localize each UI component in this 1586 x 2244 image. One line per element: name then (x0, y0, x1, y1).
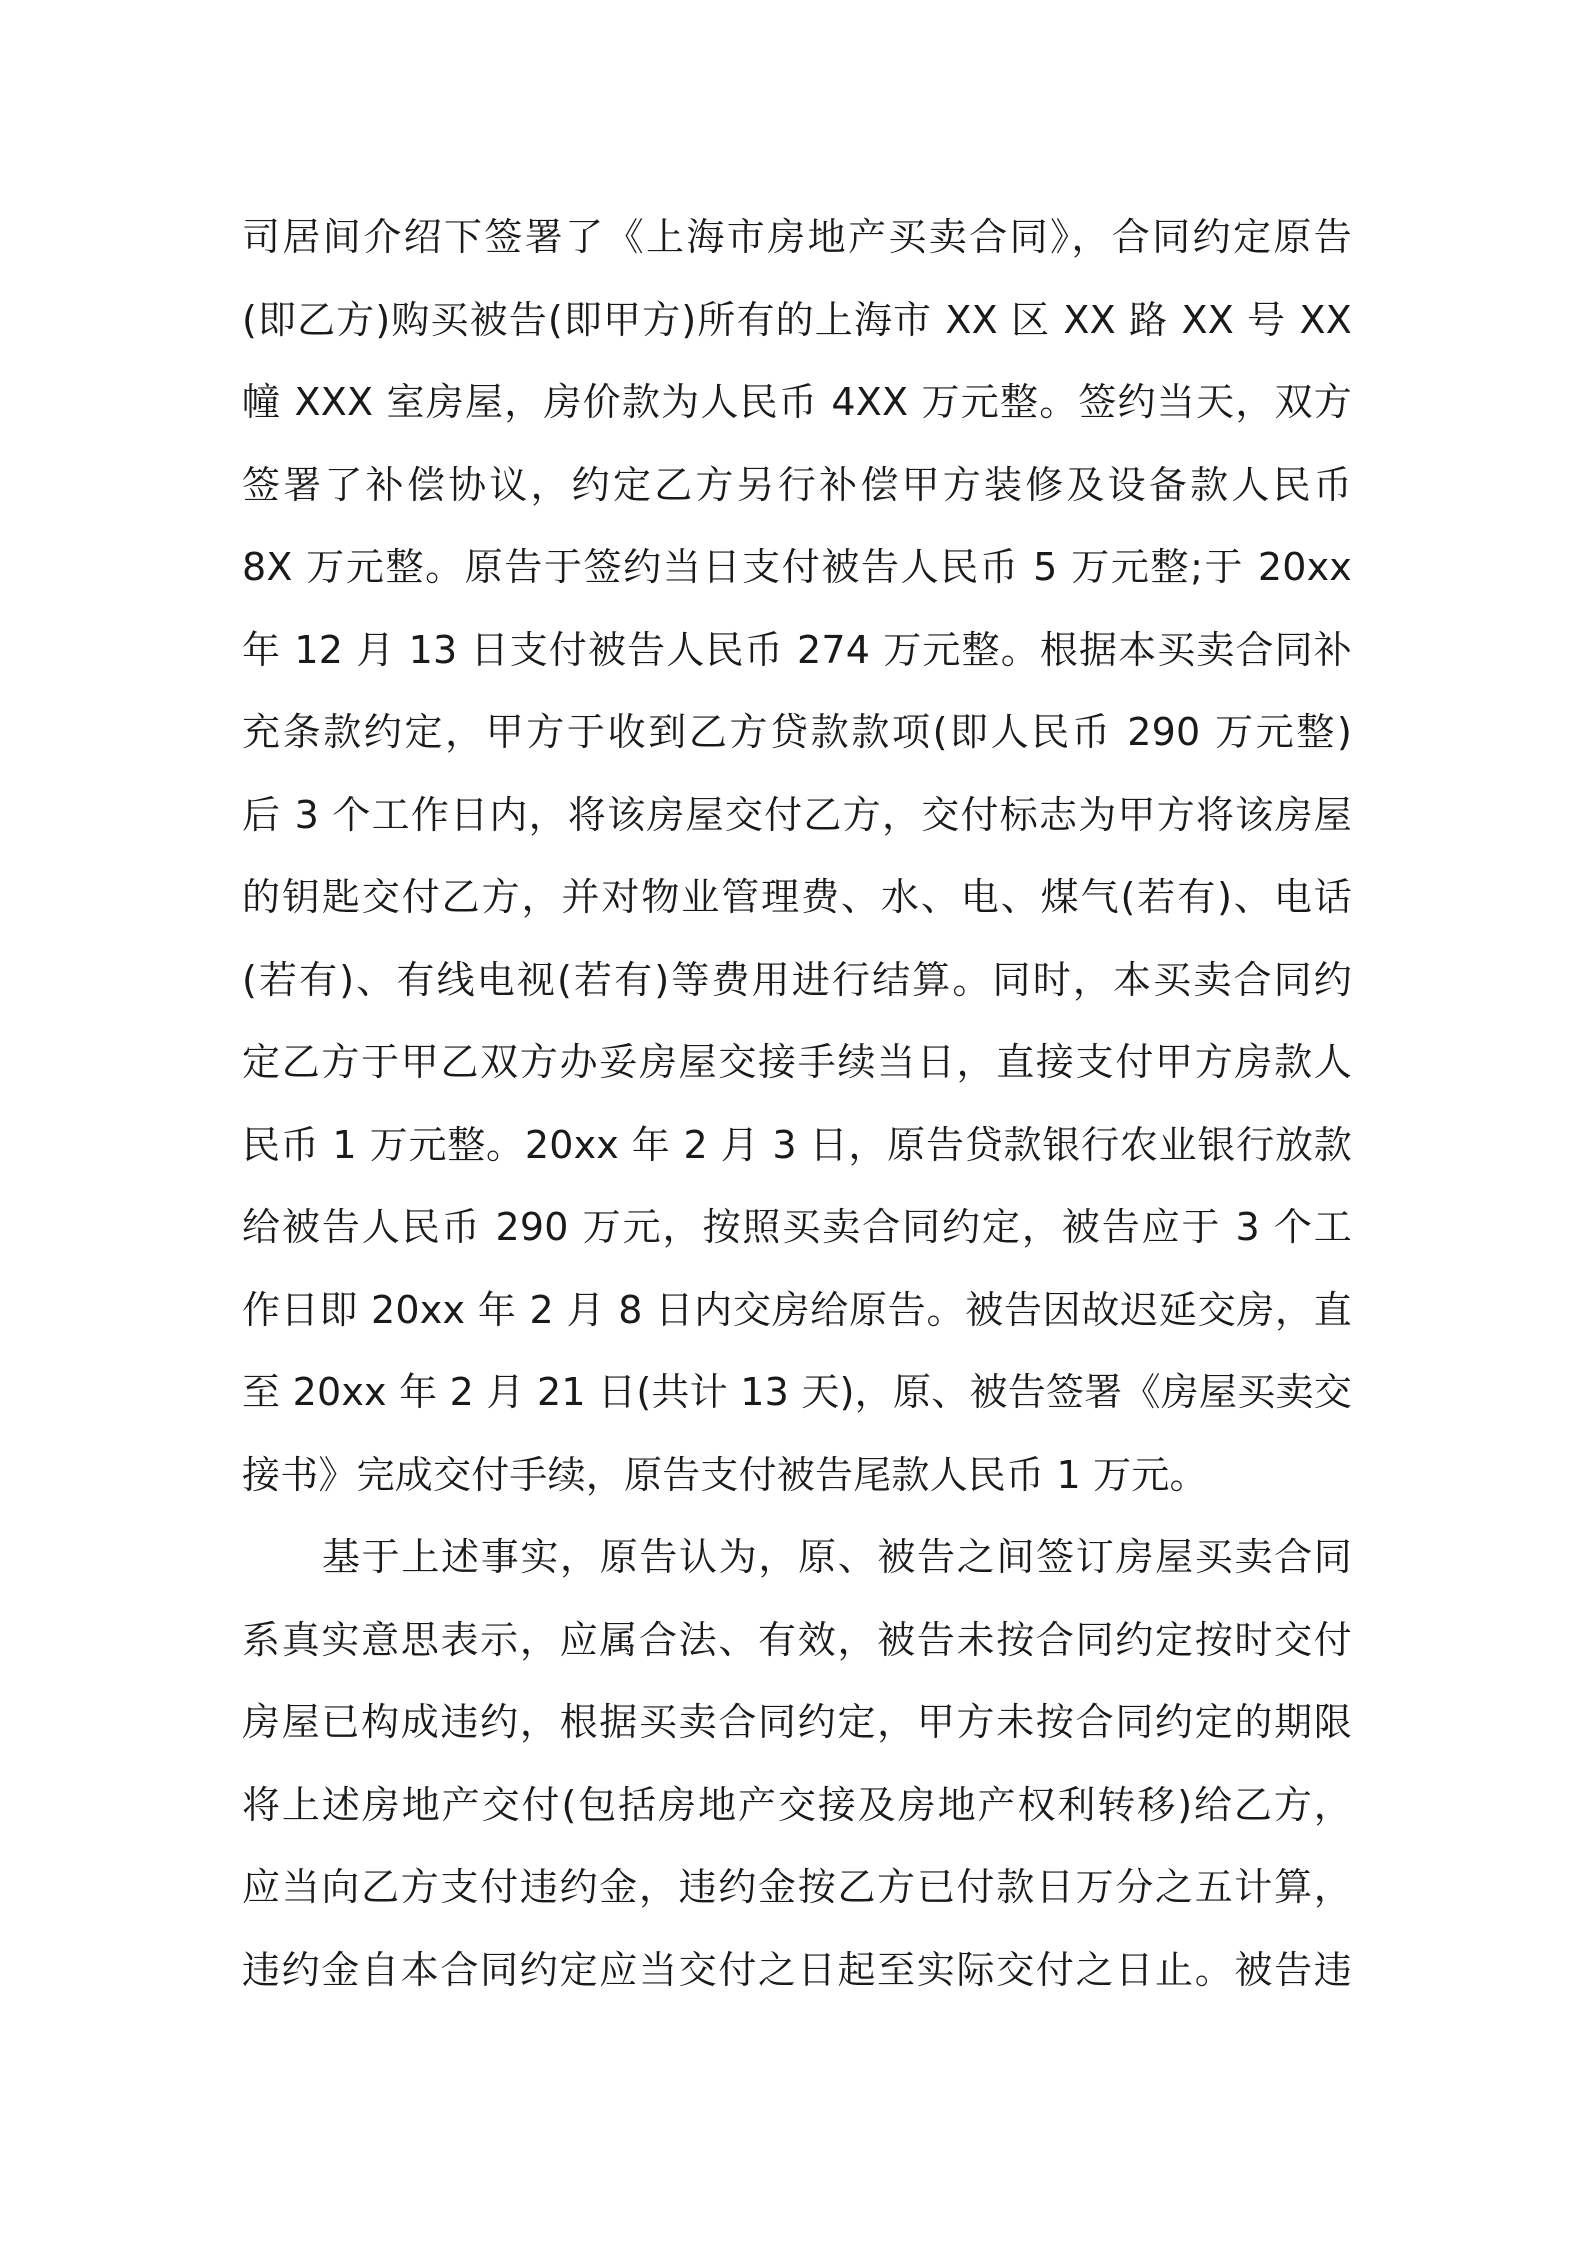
document-body (242, 196, 1352, 2011)
text-line: 8X 万元整。原告于签约当日支付被告人民币 5 万元整;于 20xx (242, 545, 1352, 589)
text-line: 签署了补偿协议，约定乙方另行补偿甲方装修及设备款人民币 (242, 462, 1352, 507)
text-line: 给被告人民币 290 万元，按照买卖合同约定，被告应于 3 个工 (242, 1205, 1352, 1249)
text-line: 作日即 20xx 年 2 月 8 日内交房给原告。被告因故迟延交房，直 (242, 1287, 1352, 1332)
text-line: 年 12 月 13 日支付被告人民币 274 万元整。根据本买卖合同补 (242, 627, 1352, 672)
text-line: 房屋已构成违约，根据买卖合同约定，甲方未按合同约定的期限 (242, 1700, 1352, 1744)
text-line: 的钥匙交付乙方，并对物业管理费、水、电、煤气(若有)、电话 (242, 875, 1352, 919)
text-line: 违约金自本合同约定应当交付之日起至实际交付之日止。被告违 (242, 1947, 1352, 1992)
text-line: 民币 1 万元整。20xx 年 2 月 3 日，原告贷款银行农业银行放款 (242, 1122, 1352, 1167)
text-line: (若有)、有线电视(若有)等费用进行结算。同时，本买卖合同约 (242, 957, 1352, 1002)
text-line: 基于上述事实，原告认为，原、被告之间签订房屋买卖合同 (322, 1535, 1352, 1579)
paragraph-1 (242, 196, 1352, 1516)
text-line: 幢 XXX 室房屋，房价款为人民币 4XX 万元整。签约当天，双方 (242, 380, 1352, 424)
text-line: 定乙方于甲乙双方办妥房屋交接手续当日，直接支付甲方房款人 (242, 1040, 1352, 1084)
text-line: 将上述房地产交付(包括房地产交接及房地产权利转移)给乙方， (242, 1782, 1352, 1827)
text-line: 系真实意思表示，应属合法、有效，被告未按合同约定按时交付 (242, 1617, 1352, 1662)
text-line: 司居间介绍下签署了《上海市房地产买卖合同》，合同约定原告 (242, 215, 1352, 259)
text-line: 后 3 个工作日内，将该房屋交付乙方，交付标志为甲方将该房屋 (242, 792, 1352, 837)
paragraph-2 (242, 1516, 1352, 2011)
text-line: 至 20xx 年 2 月 21 日(共计 13 天)，原、被告签署《房屋买卖交 (242, 1370, 1352, 1414)
text-line: 接书》完成交付手续，原告支付被告尾款人民币 1 万元。 (242, 1452, 1208, 1497)
text-line: 充条款约定，甲方于收到乙方贷款款项(即人民币 290 万元整) (242, 710, 1352, 754)
text-line: 应当向乙方支付违约金，违约金按乙方已付款日万分之五计算， (242, 1865, 1352, 1909)
text-line: (即乙方)购买被告(即甲方)所有的上海市 XX 区 XX 路 XX 号 XX (242, 297, 1352, 342)
